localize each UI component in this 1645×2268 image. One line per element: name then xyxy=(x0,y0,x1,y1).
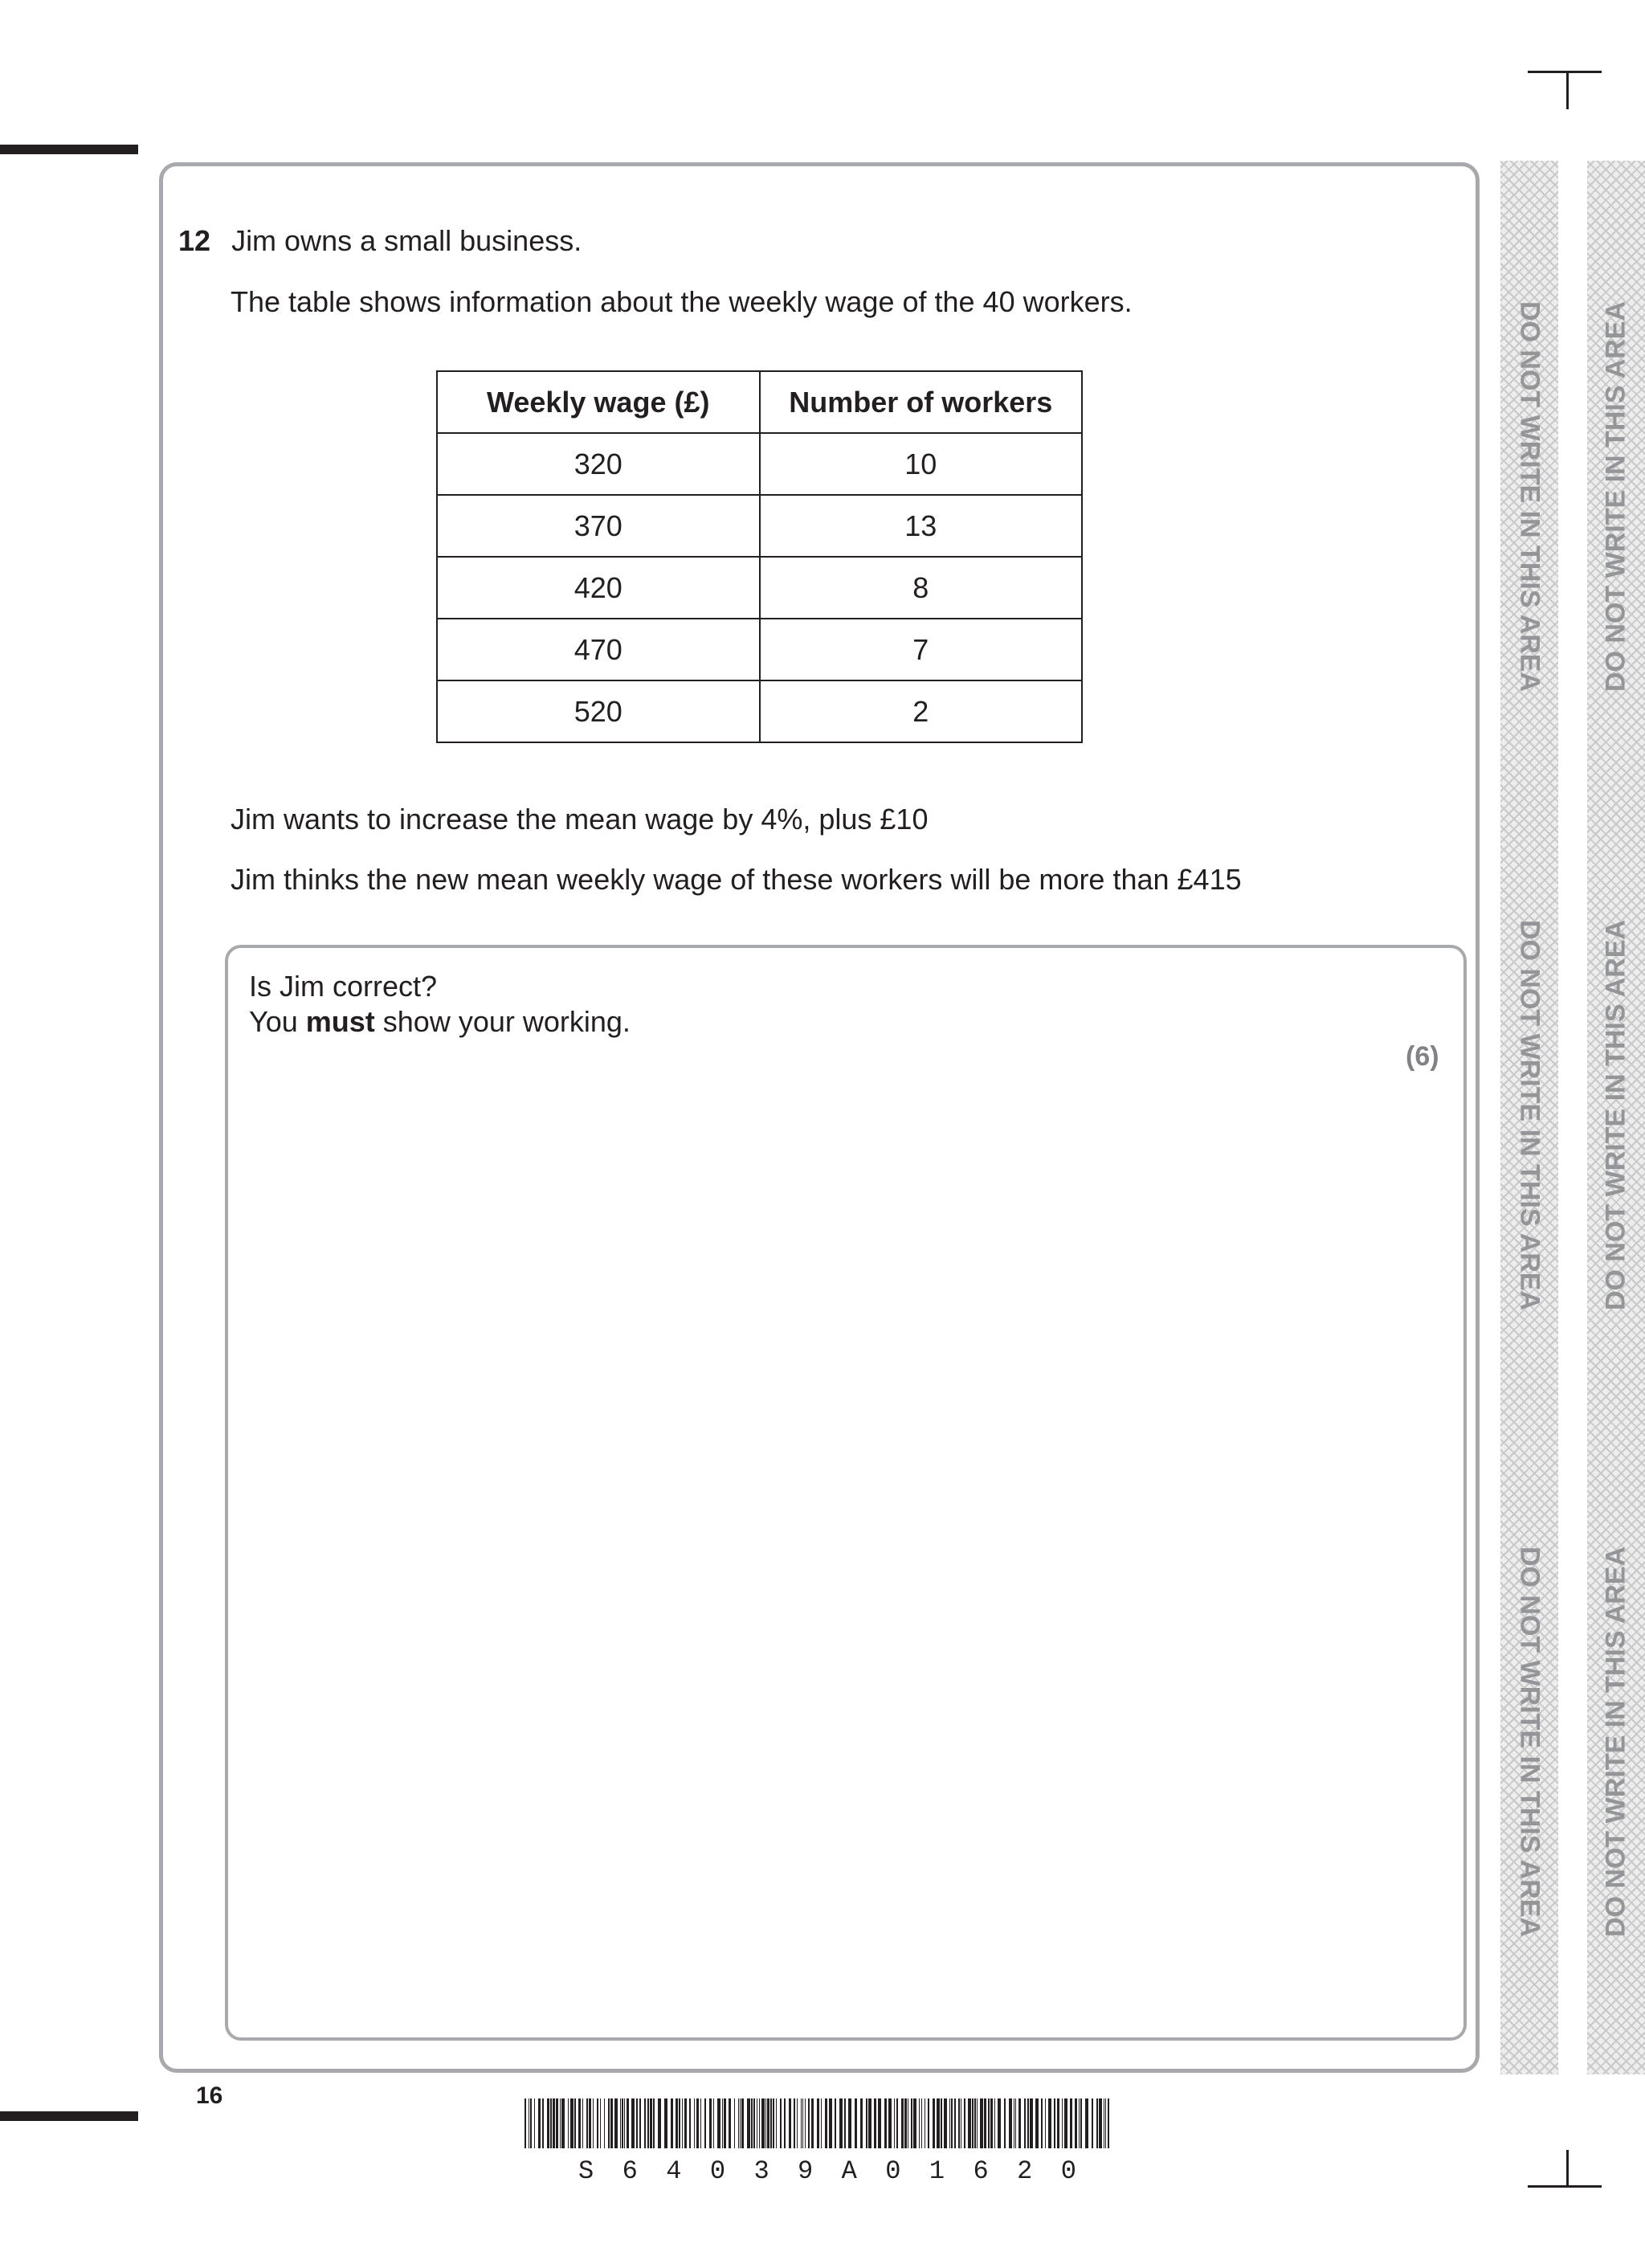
do-not-write-label: DO NOT WRITE IN THIS AREA xyxy=(1600,300,1631,693)
barcode-bar xyxy=(570,2098,574,2148)
wage-cell: 520 xyxy=(437,680,760,742)
barcode-bar xyxy=(944,2098,947,2148)
barcode-bar xyxy=(776,2098,777,2148)
barcode-bar xyxy=(984,2098,986,2148)
barcode-bar xyxy=(578,2098,581,2148)
barcode-bar xyxy=(868,2098,871,2148)
barcode-bar xyxy=(878,2098,881,2148)
barcode-bar xyxy=(844,2098,846,2148)
barcode-bar xyxy=(1092,2098,1093,2148)
barcode-bar xyxy=(801,2098,802,2148)
barcode-bar xyxy=(1024,2098,1026,2148)
barcode-bar xyxy=(639,2098,641,2148)
barcode-digit: 4 xyxy=(666,2156,682,2186)
barcode-bar xyxy=(1080,2098,1082,2148)
table-row xyxy=(437,433,1082,495)
barcode-bar xyxy=(990,2098,993,2148)
barcode-bar xyxy=(1045,2098,1046,2148)
barcode-bar xyxy=(817,2098,819,2148)
barcode-digit: 0 xyxy=(885,2156,901,2186)
barcode-bar xyxy=(753,2098,755,2148)
barcode xyxy=(525,2098,1112,2148)
barcode-bar xyxy=(538,2098,541,2148)
answer-box[interactable] xyxy=(225,945,1467,2041)
barcode-bar xyxy=(644,2098,646,2148)
barcode-bar xyxy=(709,2098,712,2148)
barcode-bar xyxy=(765,2098,766,2148)
barcode-digit: 0 xyxy=(1060,2156,1076,2186)
crop-mark-top-right-v xyxy=(1566,72,1569,109)
table-row xyxy=(437,557,1082,619)
barcode-bar xyxy=(689,2098,691,2148)
barcode-bar xyxy=(696,2098,699,2148)
barcode-bar xyxy=(839,2098,843,2148)
barcode-bar xyxy=(658,2098,661,2148)
barcode-bar xyxy=(977,2098,978,2148)
barcode-bar xyxy=(767,2098,769,2148)
barcode-bar xyxy=(964,2098,965,2148)
barcode-bar xyxy=(794,2098,795,2148)
barcode-bar xyxy=(561,2098,565,2148)
barcode-bar xyxy=(921,2098,922,2148)
barcode-bar xyxy=(835,2098,836,2148)
barcode-bar xyxy=(896,2098,898,2148)
barcode-bar xyxy=(894,2098,895,2148)
barcode-bar xyxy=(694,2098,695,2148)
prompt-text-bold: must xyxy=(305,1005,375,1038)
barcode-bar xyxy=(593,2098,594,2148)
answer-prompt-line-2 xyxy=(249,1004,631,1039)
workers-cell: 13 xyxy=(760,495,1083,557)
barcode-bar xyxy=(972,2098,974,2148)
barcode-bar xyxy=(860,2098,863,2148)
wage-cell: 470 xyxy=(437,619,760,680)
barcode-bar xyxy=(770,2098,772,2148)
workers-cell: 7 xyxy=(760,619,1083,680)
barcode-bar xyxy=(888,2098,892,2148)
barcode-bar xyxy=(650,2098,652,2148)
barcode-bar xyxy=(1041,2098,1043,2148)
header-number-of-workers: Number of workers xyxy=(760,371,1083,433)
barcode-digit: 2 xyxy=(1017,2156,1033,2186)
barcode-bar xyxy=(998,2098,1001,2148)
barcode-bar xyxy=(679,2098,680,2148)
barcode-digit: 6 xyxy=(622,2156,638,2186)
barcode-digit: S xyxy=(578,2156,594,2186)
barcode-bar xyxy=(553,2098,555,2148)
barcode-bar xyxy=(647,2098,649,2148)
barcode-bar xyxy=(671,2098,673,2148)
barcode-bar xyxy=(805,2098,806,2148)
barcode-bar xyxy=(919,2098,920,2148)
prompt-text-post: show your working. xyxy=(374,1005,631,1038)
barcode-bar xyxy=(589,2098,591,2148)
table-row xyxy=(437,680,1082,742)
barcode-bar xyxy=(724,2098,726,2148)
barcode-bar xyxy=(682,2098,683,2148)
barcode-bar xyxy=(825,2098,827,2148)
barcode-bar xyxy=(1057,2098,1059,2148)
barcode-bar xyxy=(829,2098,832,2148)
barcode-digit: 1 xyxy=(929,2156,945,2186)
barcode-bar xyxy=(913,2098,916,2148)
barcode-bar xyxy=(874,2098,876,2148)
barcode-bar xyxy=(848,2098,851,2148)
barcode-bar xyxy=(1009,2098,1012,2148)
crop-mark-top-right-h xyxy=(1528,71,1602,73)
barcode-bar xyxy=(761,2098,765,2148)
barcode-bar xyxy=(608,2098,610,2148)
barcode-bar xyxy=(624,2098,625,2148)
header-weekly-wage: Weekly wage (£) xyxy=(437,371,760,433)
barcode-bar xyxy=(684,2098,687,2148)
barcode-bar xyxy=(622,2098,623,2148)
barcode-bar xyxy=(904,2098,907,2148)
barcode-bar xyxy=(1079,2098,1080,2148)
marks-label: (6) xyxy=(1406,1041,1439,1072)
barcode-bar xyxy=(1085,2098,1088,2148)
barcode-bar xyxy=(620,2098,621,2148)
barcode-bar xyxy=(700,2098,701,2148)
left-margin-bar-bottom xyxy=(0,2111,138,2121)
barcode-bar xyxy=(784,2098,786,2148)
barcode-bar xyxy=(550,2098,552,2148)
barcode-bar xyxy=(951,2098,953,2148)
crop-mark-bottom-right-v xyxy=(1566,2150,1569,2187)
barcode-bar xyxy=(780,2098,782,2148)
barcode-digit: 3 xyxy=(753,2156,769,2186)
barcode-bar xyxy=(534,2098,535,2148)
barcode-bar xyxy=(586,2098,588,2148)
table-row xyxy=(437,619,1082,680)
workers-cell: 8 xyxy=(760,557,1083,619)
barcode-bar xyxy=(988,2098,990,2148)
barcode-bar xyxy=(1004,2098,1006,2148)
barcode-bar xyxy=(713,2098,714,2148)
barcode-bar xyxy=(759,2098,760,2148)
wage-cell: 320 xyxy=(437,433,760,495)
barcode-bar xyxy=(811,2098,814,2148)
barcode-bar xyxy=(1030,2098,1033,2148)
question-intro: Jim owns a small business. xyxy=(231,224,582,257)
barcode-bar xyxy=(1075,2098,1077,2148)
barcode-bar xyxy=(1064,2098,1067,2148)
workers-cell: 10 xyxy=(760,433,1083,495)
barcode-bar xyxy=(933,2098,935,2148)
barcode-bar xyxy=(610,2098,613,2148)
answer-prompt-line-1: Is Jim correct? xyxy=(249,970,438,1003)
barcode-bar xyxy=(911,2098,912,2148)
barcode-bar xyxy=(954,2098,956,2148)
barcode-bar xyxy=(866,2098,867,2148)
barcode-bar xyxy=(738,2098,739,2148)
barcode-bar xyxy=(1070,2098,1072,2148)
barcode-bar xyxy=(773,2098,774,2148)
barcode-bar xyxy=(600,2098,601,2148)
barcode-bar xyxy=(568,2098,569,2148)
wage-cell: 420 xyxy=(437,557,760,619)
barcode-bar xyxy=(1018,2098,1021,2148)
page-number: 16 xyxy=(196,2082,223,2109)
barcode-bar xyxy=(751,2098,753,2148)
barcode-bar xyxy=(968,2098,971,2148)
barcode-bar xyxy=(747,2098,750,2148)
workers-cell: 2 xyxy=(760,680,1083,742)
wage-table xyxy=(436,370,1083,743)
barcode-bar xyxy=(937,2098,940,2148)
table-header-row xyxy=(437,371,1082,433)
barcode-bar xyxy=(941,2098,942,2148)
prompt-text-pre: You xyxy=(249,1005,306,1038)
table-row xyxy=(437,495,1082,557)
barcode-bar xyxy=(547,2098,549,2148)
barcode-bar xyxy=(994,2098,995,2148)
barcode-bar xyxy=(631,2098,635,2148)
barcode-digit: A xyxy=(841,2156,857,2186)
barcode-bar xyxy=(884,2098,887,2148)
barcode-digit: 6 xyxy=(973,2156,989,2186)
barcode-bar xyxy=(958,2098,960,2148)
barcode-bar xyxy=(560,2098,561,2148)
barcode-bar xyxy=(1096,2098,1098,2148)
barcode-bar xyxy=(1099,2098,1102,2148)
question-number: 12 xyxy=(178,224,211,257)
crop-mark-bottom-right-h xyxy=(1528,2185,1602,2188)
statement-increase: Jim wants to increase the mean wage by 4%, plus £10 xyxy=(231,803,929,836)
barcode-bar xyxy=(1015,2098,1016,2148)
barcode-bar xyxy=(636,2098,638,2148)
barcode-bar xyxy=(556,2098,558,2148)
barcode-digit: 0 xyxy=(709,2156,726,2186)
barcode-bar xyxy=(604,2098,605,2148)
barcode-bar xyxy=(1054,2098,1055,2148)
barcode-bar xyxy=(808,2098,810,2148)
barcode-bar xyxy=(653,2098,655,2148)
barcode-bar xyxy=(928,2098,929,2148)
do-not-write-label: DO NOT WRITE IN THIS AREA xyxy=(1514,300,1545,693)
barcode-bar xyxy=(722,2098,723,2148)
barcode-bar xyxy=(797,2098,798,2148)
barcode-bar xyxy=(729,2098,731,2148)
barcode-bar xyxy=(980,2098,983,2148)
do-not-write-label: DO NOT WRITE IN THIS AREA xyxy=(1600,1546,1631,1938)
barcode-bar xyxy=(582,2098,583,2148)
barcode-bar xyxy=(704,2098,706,2148)
barcode-bar xyxy=(717,2098,720,2148)
wage-cell: 370 xyxy=(437,495,760,557)
barcode-bar xyxy=(530,2098,532,2148)
barcode-bar xyxy=(676,2098,678,2148)
barcode-digit: 9 xyxy=(798,2156,814,2186)
barcode-bar xyxy=(1108,2098,1109,2148)
barcode-bar xyxy=(855,2098,857,2148)
barcode-bar xyxy=(574,2098,576,2148)
question-header xyxy=(178,223,582,258)
barcode-bar xyxy=(1062,2098,1063,2148)
barcode-bar xyxy=(614,2098,618,2148)
do-not-write-label: DO NOT WRITE IN THIS AREA xyxy=(1514,919,1545,1311)
barcode-bar xyxy=(525,2098,526,2148)
barcode-bar xyxy=(740,2098,741,2148)
barcode-bar xyxy=(1105,2098,1106,2148)
barcode-bar xyxy=(1027,2098,1029,2148)
barcode-bar xyxy=(974,2098,976,2148)
do-not-write-label: DO NOT WRITE IN THIS AREA xyxy=(1600,919,1631,1311)
barcode-bar xyxy=(1048,2098,1051,2148)
do-not-write-label: DO NOT WRITE IN THIS AREA xyxy=(1514,1546,1545,1938)
barcode-bar xyxy=(1035,2098,1039,2148)
barcode-bar xyxy=(901,2098,904,2148)
barcode-bar xyxy=(734,2098,735,2148)
barcode-digits xyxy=(578,2156,1076,2186)
barcode-bar xyxy=(741,2098,744,2148)
barcode-bar xyxy=(949,2098,950,2148)
barcode-bar xyxy=(789,2098,791,2148)
left-margin-bar-top xyxy=(0,145,138,154)
statement-claim: Jim thinks the new mean weekly wage of these workers will be more than £415 xyxy=(231,863,1242,896)
table-intro: The table shows information about the weekly wage of the 40 workers. xyxy=(231,285,1133,318)
barcode-bar xyxy=(821,2098,822,2148)
barcode-bar xyxy=(597,2098,598,2148)
barcode-bar xyxy=(664,2098,667,2148)
barcode-bar xyxy=(627,2098,629,2148)
barcode-bar xyxy=(542,2098,544,2148)
barcode-bar xyxy=(802,2098,803,2148)
